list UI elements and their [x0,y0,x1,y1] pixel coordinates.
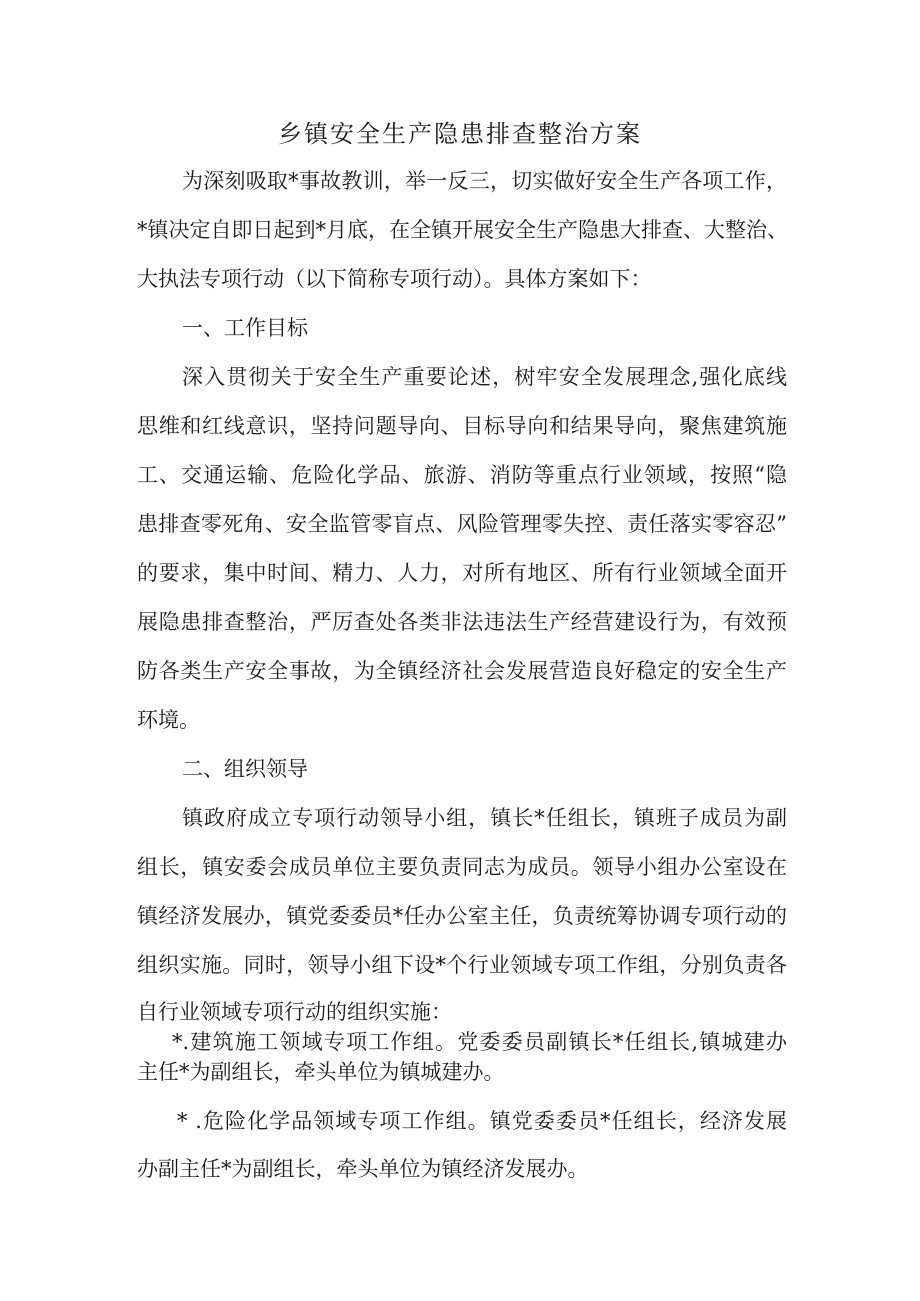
paragraph-line: 镇经济发展办，镇党委委员*任办公室主任，负责统筹协调专项行动的 [137,904,787,928]
paragraph-line: 大执法专项行动（以下简称专项行动）。具体方案如下： [137,267,652,291]
list-item-line: *.建筑施工领域专项工作组。党委委员副镇长*任组长,镇城建办 [172,1030,787,1054]
paragraph-line: 工、交通运输、危险化学品、旅游、消防等重点行业领域，按照“隐 [137,463,787,487]
paragraph-line: 环境。 [137,708,200,732]
section-heading: 一、工作目标 [182,316,308,340]
section-heading: 二、组织领导 [182,757,308,781]
paragraph-line: 患排查零死角、安全监管零盲点、风险管理零失控、责任落实零容忍” [137,512,787,536]
paragraph-line: 防各类生产安全事故，为全镇经济社会发展营造良好稳定的安全生产 [137,659,787,683]
paragraph-line: 自行业领域专项行动的组织实施： [137,1000,452,1024]
paragraph-line: *镇决定自即日起到*月底，在全镇开展安全生产隐患大排查、大整治、 [137,218,788,242]
list-item-line: 办副主任*为副组长，牵头单位为镇经济发展办。 [137,1157,589,1181]
paragraph-line: 组织实施。同时，领导小组下设*个行业领域专项工作组，分别负责各 [137,953,787,977]
paragraph-line: 组长，镇安委会成员单位主要负责同志为成员。领导小组办公室设在 [137,855,787,879]
paragraph-line: 的要求，集中时间、精力、人力，对所有地区、所有行业领域全面开 [137,561,787,585]
list-item-line: * .危险化学品领域专项工作组。镇党委委员*任组长，经济发展 [177,1109,787,1133]
paragraph-line: 深入贯彻关于安全生产重要论述，树牢安全发展理念,强化底线 [182,365,787,389]
list-item-line: 主任*为副组长，牵头单位为镇城建办。 [137,1060,505,1084]
paragraph-line: 思维和红线意识，坚持问题导向、目标导向和结果导向，聚焦建筑施 [137,414,787,438]
document-title: 乡镇安全生产隐患排查整治方案 [278,120,642,148]
paragraph-line: 镇政府成立专项行动领导小组，镇长*任组长，镇班子成员为副 [182,806,787,830]
paragraph-line: 展隐患排查整治，严厉查处各类非法违法生产经营建设行为，有效预 [137,610,787,634]
paragraph-line: 为深刻吸取*事故教训，举一反三，切实做好安全生产各项工作， [182,169,787,193]
